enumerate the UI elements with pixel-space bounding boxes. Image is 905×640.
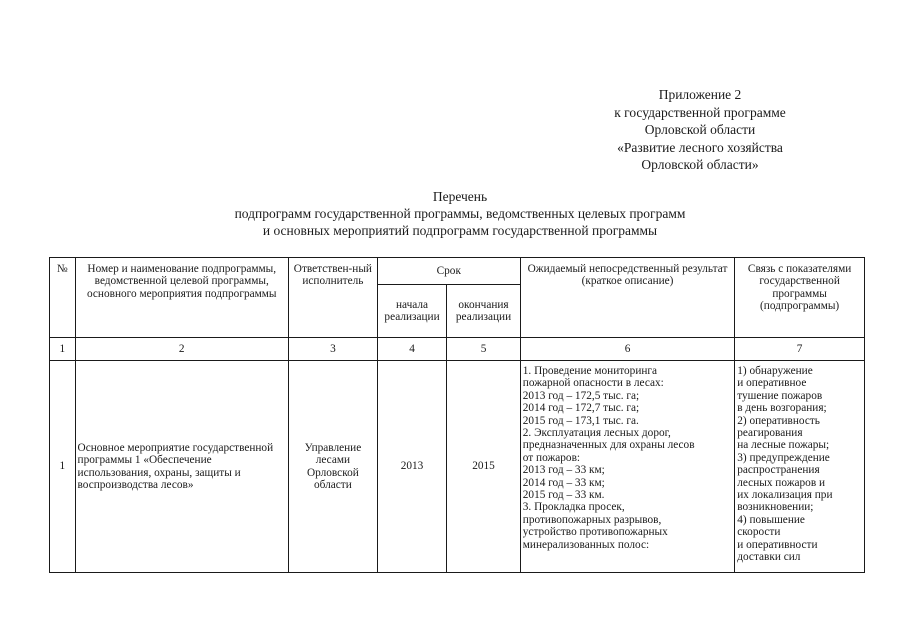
column-number-row	[50, 338, 865, 361]
header-result: Ожидаемый непосредственный результат (краткое описание)	[520, 258, 734, 338]
column-number: 2	[75, 338, 288, 361]
row-result	[520, 361, 734, 573]
header-end: окончания реализации	[447, 285, 521, 338]
result-line: 2. Эксплуатация лесных дорог,	[522, 427, 671, 440]
link-line: и оперативности	[737, 538, 818, 551]
result-line: предназначенных для охраны лесов	[522, 439, 695, 452]
column-number: 7	[735, 338, 865, 361]
row-end: 2015	[447, 361, 521, 573]
result-line: противопожарных разрывов,	[522, 513, 662, 526]
result-line: 2014 год – 172,7 тыс. га;	[522, 402, 640, 415]
row-executor: Управление лесами Орловской области	[288, 361, 377, 573]
appendix-line: к государственной программе	[614, 104, 786, 120]
link-line: реагирования	[737, 427, 803, 440]
link-line: 4) повышение	[737, 513, 805, 526]
result-line: 2014 год – 33 км;	[522, 476, 605, 489]
link-line: возникновении;	[737, 501, 814, 514]
link-line: их локализация при	[737, 489, 833, 502]
row-link	[735, 361, 865, 573]
result-line: 2015 год – 33 км.	[522, 489, 605, 502]
programs-table	[49, 257, 865, 573]
result-line: от пожаров:	[522, 451, 581, 464]
link-line: и оперативное	[737, 377, 807, 390]
column-number: 6	[520, 338, 734, 361]
appendix-line: Приложение 2	[658, 87, 742, 102]
result-line: 2015 год – 173,1 тыс. га.	[522, 414, 639, 427]
row-num: 1	[50, 361, 76, 573]
heading-title: Перечень	[432, 189, 488, 204]
heading-line: подпрограмм государственной программы, ведомственных целевых программ	[234, 206, 686, 221]
link-line: на лесные пожары;	[737, 439, 830, 452]
document-heading	[140, 188, 780, 239]
result-line: минерализованных полос:	[522, 538, 650, 551]
row-start: 2013	[377, 361, 446, 573]
link-line: распространения	[737, 464, 820, 477]
row-name: Основное мероприятие государственной программы 1 «Обеспечение использования, охраны, защиты и воспроизводства лесов»	[75, 361, 288, 573]
result-line: 2013 год – 33 км;	[522, 464, 605, 477]
result-line: 3. Прокладка просек,	[522, 501, 625, 514]
column-number: 3	[288, 338, 377, 361]
header-num: №	[50, 258, 76, 338]
table-row	[50, 361, 865, 573]
heading-line: и основных мероприятий подпрограмм государственной программы	[262, 223, 658, 238]
appendix-line: Орловской области»	[641, 157, 759, 172]
link-line: доставки сил	[737, 551, 801, 564]
column-number: 1	[50, 338, 76, 361]
link-line: 3) предупреждение	[737, 451, 830, 464]
header-row	[50, 258, 865, 285]
header-executor: Ответствен-ный исполнитель	[288, 258, 377, 338]
link-line: в день возгорания;	[737, 402, 827, 415]
result-line: пожарной опасности в лесах:	[522, 377, 664, 390]
result-line: 1. Проведение мониторинга	[522, 365, 658, 377]
link-line: тушение пожаров	[737, 389, 823, 402]
result-line: 2013 год – 172,5 тыс. га;	[522, 389, 640, 402]
link-line: 1) обнаружение	[737, 365, 813, 377]
column-number: 4	[377, 338, 446, 361]
result-line: устройство противопожарных	[522, 526, 668, 539]
link-line: скорости	[737, 526, 781, 539]
link-line: лесных пожаров и	[737, 476, 826, 489]
header-start: начала реализации	[377, 285, 446, 338]
appendix-line: Орловской области	[644, 122, 756, 137]
appendix-block	[500, 86, 900, 174]
link-line: 2) оперативность	[737, 414, 820, 427]
header-name: Номер и наименование подпрограммы, ведомственной целевой программы, основного мероприятия подпрограммы	[75, 258, 288, 338]
appendix-line: «Развитие лесного хозяйства	[617, 139, 783, 155]
column-number: 5	[447, 338, 521, 361]
header-term: Срок	[377, 258, 520, 285]
header-link: Связь с показателями государственной программы (подпрограммы)	[735, 258, 865, 338]
